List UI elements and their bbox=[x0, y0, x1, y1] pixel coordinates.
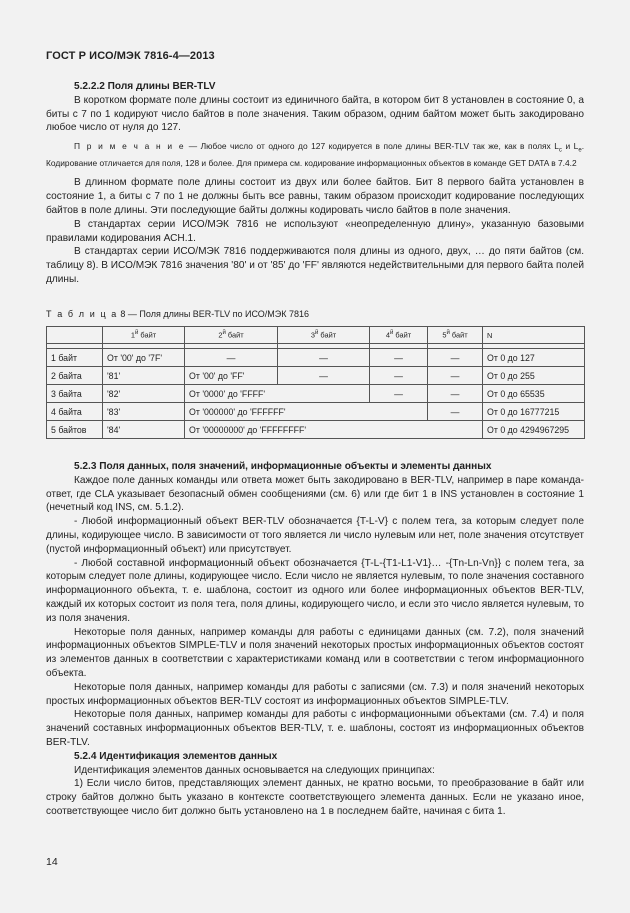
section-title: 5.2.4 Идентификация элементов данных bbox=[74, 750, 278, 762]
table-header-cell bbox=[47, 327, 103, 344]
table-header-row bbox=[47, 327, 585, 344]
paragraph: Идентификация элементов данных основывается на следующих принципах: bbox=[74, 764, 435, 776]
table-caption: Т а б л и ц а 8 — Поля длины BER-TLV по ИСО/МЭК 7816 bbox=[46, 309, 310, 319]
table-header-cell: N bbox=[483, 327, 585, 344]
table-row: 4 байта '83' От '000000' до 'FFFFFF' — От 0 до 16777215 bbox=[47, 403, 585, 421]
table-header-cell: $1^й$ байт bbox=[103, 327, 185, 344]
paragraph: - Любой составной информационный объект обозначается {T-L-{T1-L1-V1}… -{Tn-Ln-Vn}} с полем тега, за которым следует поле длины, кодирующее число. Если число не является нулевым, то поле значения составного информационного объекта, т. е. шаблона, состоит из одного или более информационных объектов BER-TLV, каждый их которых состоит из поля тега, поля длины, кодирующего число, и если это число является нулевым, то из поля значения. bbox=[46, 557, 584, 624]
table-row: 3 байта '82' От '0000' до 'FFFF' — — От 0 до 65535 bbox=[47, 385, 585, 403]
section-title: 5.2.2.2 Поля длины BER-TLV bbox=[74, 81, 216, 92]
paragraph: 1) Если число битов, представляющих элемент данных, не кратно восьми, то преобразование в байт или строку байтов должно быть указано в контексте соответствующего элемента данных. Если не указано иное, соответствующее число бит должно быть установлено на 1 в последнем байте, начиная с бита 1. bbox=[46, 778, 584, 817]
document-header: ГОСТ Р ИСО/МЭК 7816-4—2013 bbox=[46, 50, 215, 62]
table-row: 1 байт От '00' до '7F' — — — — От 0 до 127 bbox=[47, 349, 585, 367]
paragraph: В стандартах серии ИСО/МЭК 7816 поддерживаются поля длины из одного, двух, … до пяти байтов (см. таблицу 8). В ИСО/МЭК 7816 значения '80' и от '85' до 'FF' являются недействительными для первого байта полей длины. bbox=[46, 246, 584, 286]
paragraph: - Любой информационный объект BER-TLV обозначается {T-L-V} с полем тега, за которым следует поле длины, кодирующее число. В зависимости от того является ли число нулевым или нет, поле значения отсутствует (пустой информационный объект) или присутствует. bbox=[46, 516, 584, 555]
paragraph: Некоторые поля данных, например команды для работы с записями (см. 7.3) и поля значений некоторых простых информационных объектов BER-TLV состоят из информационных объектов SIMPLE-TLV. bbox=[46, 681, 584, 707]
section-title: 5.2.3 Поля данных, поля значений, информационные объекты и элементы данных bbox=[74, 461, 492, 472]
table-header-cell: $4^й$ байт bbox=[370, 327, 428, 344]
table-header-cell: $5^й$ байт bbox=[428, 327, 483, 344]
table-header-cell: $3^й$ байт bbox=[278, 327, 370, 344]
paragraph: Некоторые поля данных, например команды для работы с единицами данных (см. 7.2), поля значений информационных объектов SIMPLE-TLV и поля значений некоторых простых информационных объектов состоят из элементов данных в соответствии с характеристиками команд или в соответствии с тегом информационного объекта. bbox=[46, 626, 584, 679]
section-5-2-2-2 bbox=[46, 80, 584, 287]
paragraph: В длинном формате поле длины состоит из двух или более байтов. Бит 8 первого байта установлен в состояние 1, а биты с 7 по 1 не должны быть все равны, таким образом происходит кодирование последующих байтов в поле длины. Эти последующие байты должны кодировать число байтов в поле значения. bbox=[46, 177, 584, 217]
paragraph: В стандартах серии ИСО/МЭК 7816 не используют «неопределенную длину», указанную базовыми правилами кодирования АСН.1. bbox=[46, 218, 584, 244]
section-5-2-3 bbox=[46, 460, 584, 819]
length-fields-table bbox=[46, 326, 585, 439]
page-number: 14 bbox=[46, 856, 58, 868]
table-row: 2 байта '81' От '00' до 'FF' — — — От 0 до 255 bbox=[47, 367, 585, 385]
note-label: П р и м е ч а н и е bbox=[74, 141, 186, 152]
paragraph: Каждое поле данных команды или ответа может быть закодировано в BER-TLV, например в паре команда-ответ, где CLA указывает безопасный обмен сообщениями (см. 6) или где бит 1 в INS установлен в состояние 1 (нечетный код INS, см. 5.1.2). bbox=[46, 474, 584, 514]
paragraph: Некоторые поля данных, например команды для работы с информационными объектами (см. 7.4) и поля значений составных информационных объектов BER-TLV, т. е. шаблоны, состоят из информационных объектов BER-TLV. bbox=[46, 709, 584, 748]
table-row: 5 байтов '84' От '00000000' до 'FFFFFFFF' От 0 до 4294967295 bbox=[47, 421, 585, 439]
note: П р и м е ч а н и е — Любое число от одного до 127 кодируется в поле длины BER-TLV так же, как в полях $L_c$ и $L_e$. Кодирование отличается для поля, 128 и более. Для примера см. кодирование информационных объектов в команде GET DATA в 7.4.2 bbox=[46, 141, 585, 168]
table-header-cell: $2^й$ байт bbox=[185, 327, 278, 344]
paragraph: В коротком формате поле длины состоит из единичного байта, в котором бит 8 установлен в состояние 0, а биты с 7 по 1 кодируют число байтов в поле значения. Таким образом, одним байтом может быть закодировано любое число от нуля до 127. bbox=[46, 94, 584, 134]
